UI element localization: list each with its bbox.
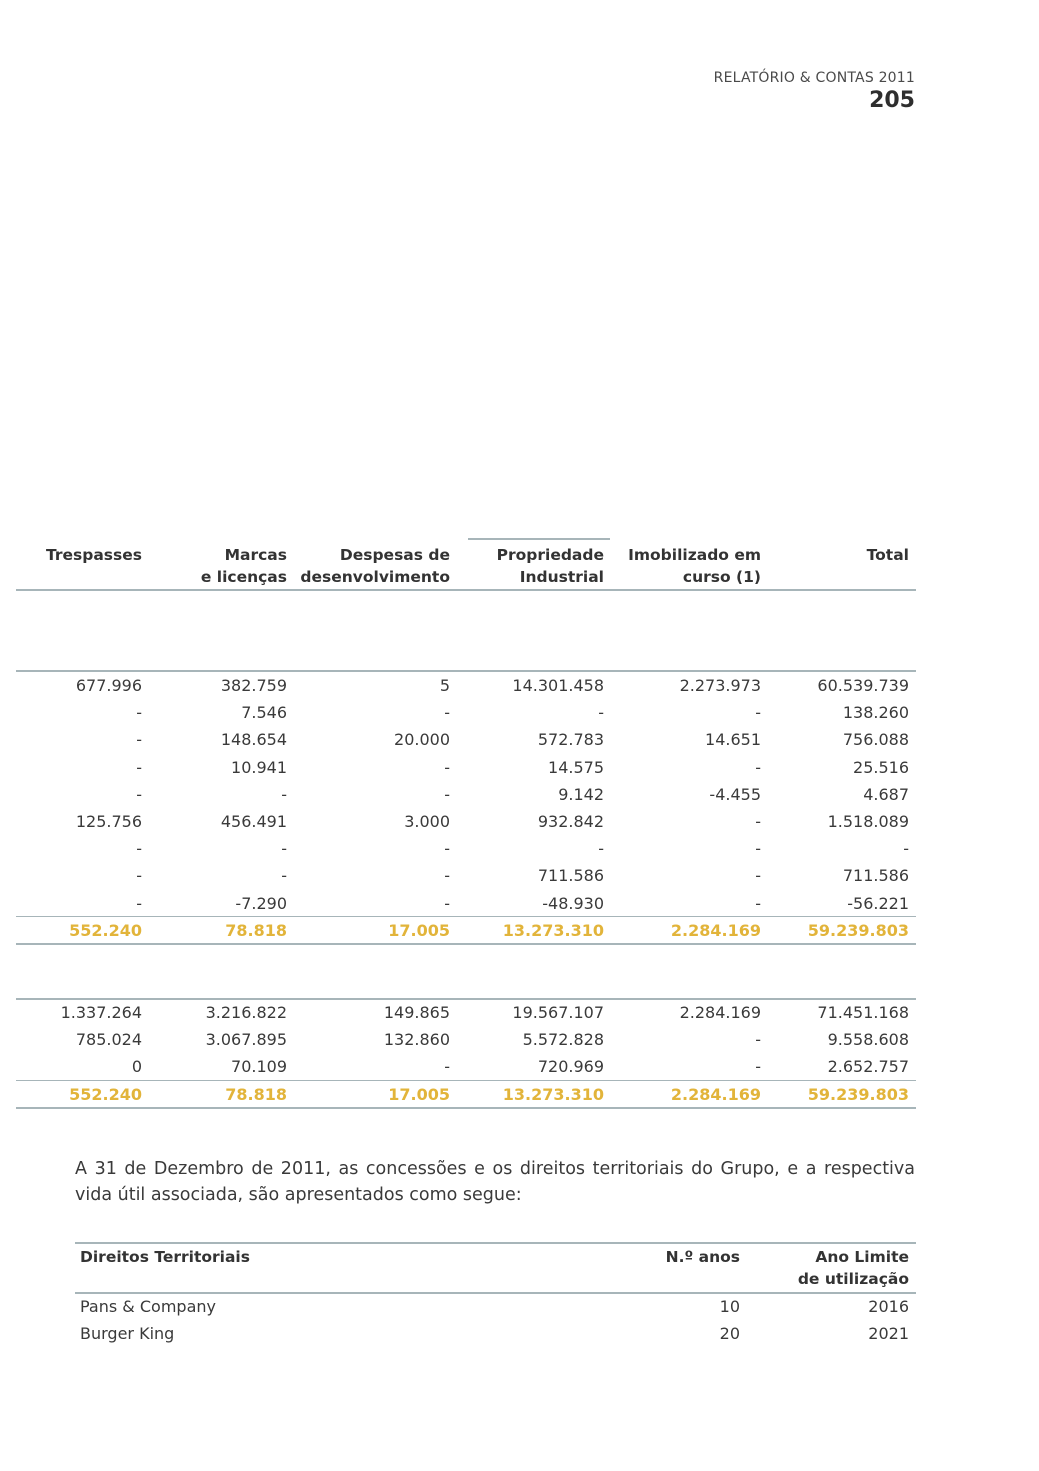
col-header-propriedade: Propriedade Industrial [496,546,604,586]
cell-total: 1.518.089 [827,812,909,831]
cell-despesas: 20.000 [394,730,450,750]
total-marcas: 78.818 [225,1085,287,1104]
cell-trespasses: - [136,730,142,750]
cell-trespasses: - [136,866,142,886]
cell-marcas: -7.290 [235,893,287,913]
cell-imobilizado: - [755,866,761,886]
cell-marcas: 10.941 [231,757,287,777]
total-row [16,917,916,944]
cell-propriedade: 5.572.828 [522,1030,604,1050]
territorial-row [75,1320,916,1347]
col-header-trespasses: Trespasses [46,546,142,564]
cell-despesas: - [444,893,450,913]
cell-total: -56.221 [847,893,909,913]
cell-total: - [903,839,909,859]
table-row [16,672,916,699]
cell-trespasses: - [136,703,142,723]
territorial-limit: 2016 [868,1297,909,1316]
col-header-imobilizado: Imobilizado em curso (1) [628,546,761,586]
header-bottom-rule [16,589,916,591]
cell-imobilizado: - [755,893,761,913]
total-trespasses: 552.240 [69,921,142,940]
table-column-headers [16,544,916,590]
cell-propriedade: 572.783 [537,730,604,750]
table-row [16,1026,916,1053]
cell-despesas: - [444,757,450,777]
cell-imobilizado: 2.273.973 [679,676,761,695]
cell-total: 9.558.608 [827,1030,909,1050]
cell-marcas: 70.109 [231,1057,287,1077]
cell-total: 71.451.168 [817,1003,909,1022]
total-row [16,1081,916,1108]
cell-imobilizado: - [755,1030,761,1050]
cell-despesas: - [444,866,450,886]
cell-marcas: 3.067.895 [205,1030,287,1050]
table-row [16,890,916,917]
table-row [16,754,916,781]
col-header-despesas: Despesas de desenvolvimento [300,546,450,586]
territorial-header-limit-line1: Ano Limite [815,1248,909,1266]
col-header-marcas: Marcas e licenças [200,546,287,586]
territorial-row [75,1293,916,1320]
territorial-years: 10 [719,1297,740,1316]
total-marcas: 78.818 [225,921,287,940]
cell-despesas: 3.000 [404,812,450,831]
cell-despesas: - [444,1057,450,1077]
total-total: 59.239.803 [807,1085,909,1104]
cell-marcas: 148.654 [220,730,287,750]
cell-imobilizado: - [755,1057,761,1077]
territorial-name: Pans & Company [80,1297,216,1316]
cell-trespasses: 125.756 [75,812,142,831]
cell-imobilizado: - [755,812,761,831]
section2-total-bottom-rule [16,1107,916,1109]
cell-marcas: - [281,866,287,886]
cell-propriedade: - [598,703,604,723]
cell-imobilizado: - [755,703,761,723]
cell-despesas: 5 [439,676,450,695]
cell-propriedade: 720.969 [537,1057,604,1077]
cell-imobilizado: -4.455 [709,784,761,804]
header-top-rule [468,538,610,540]
total-imobilizado: 2.284.169 [670,1085,761,1104]
report-title: RELATÓRIO & CONTAS 2011 [713,70,915,86]
cell-imobilizado: - [755,839,761,859]
section1-total-bottom-rule [16,943,916,945]
col-header-total: Total [866,546,909,564]
cell-marcas: 3.216.822 [205,1003,287,1022]
cell-marcas: - [281,839,287,859]
section2-total-top-rule [16,1080,916,1081]
table-row [16,999,916,1026]
cell-marcas: 7.546 [241,703,287,723]
total-despesas: 17.005 [388,1085,450,1104]
cell-imobilizado: - [755,757,761,777]
cell-total: 138.260 [842,703,909,723]
cell-despesas: - [444,703,450,723]
total-despesas: 17.005 [388,921,450,940]
total-imobilizado: 2.284.169 [670,921,761,940]
total-propriedade: 13.273.310 [502,921,604,940]
cell-despesas: 132.860 [383,1030,450,1050]
cell-total: 756.088 [842,730,909,750]
total-propriedade: 13.273.310 [502,1085,604,1104]
territorial-top-rule [75,1242,916,1244]
cell-total: 60.539.739 [817,676,909,695]
cell-despesas: 149.865 [383,1003,450,1022]
cell-trespasses: - [136,839,142,859]
territorial-header-name: Direitos Territoriais [80,1248,250,1266]
territorial-header-limit-line2: de utilização [797,1270,909,1288]
page-number: 205 [869,88,915,113]
cell-total: 4.687 [863,784,909,804]
table-row [16,835,916,862]
cell-propriedade: 14.301.458 [512,676,604,695]
cell-propriedade: -48.930 [542,893,604,913]
territorial-table-header [75,1246,916,1294]
cell-total: 25.516 [853,757,909,777]
cell-total: 711.586 [842,866,909,886]
cell-propriedade: 14.575 [548,757,604,777]
cell-trespasses: 785.024 [75,1030,142,1050]
cell-despesas: - [444,784,450,804]
cell-trespasses: - [136,757,142,777]
territorial-header-years: N.º anos [665,1248,740,1266]
territorial-header-limit [798,1246,909,1290]
body-paragraph: A 31 de Dezembro de 2011, as concessões e os direitos territoriais do Grupo, e a respectiva vida útil associada, são apresentados como segue: [75,1159,915,1205]
cell-imobilizado: 14.651 [705,730,761,750]
cell-imobilizado: 2.284.169 [679,1003,761,1022]
table-row [16,726,916,753]
cell-propriedade: 9.142 [558,784,604,804]
cell-despesas: - [444,839,450,859]
territorial-years: 20 [719,1324,740,1343]
territorial-name: Burger King [80,1324,175,1343]
cell-propriedade: 19.567.107 [512,1003,604,1022]
cell-trespasses: - [136,784,142,804]
table-row [16,808,916,835]
cell-trespasses: - [136,893,142,913]
total-total: 59.239.803 [807,921,909,940]
cell-marcas: - [281,784,287,804]
table-row [16,781,916,808]
cell-propriedade: 932.842 [537,812,604,831]
cell-trespasses: 1.337.264 [60,1003,142,1022]
cell-propriedade: - [598,839,604,859]
cell-marcas: 456.491 [220,812,287,831]
territorial-limit: 2021 [868,1324,909,1343]
cell-trespasses: 0 [131,1057,142,1077]
total-trespasses: 552.240 [69,1085,142,1104]
cell-total: 2.652.757 [827,1057,909,1077]
table-row [16,699,916,726]
section1-total-top-rule [16,916,916,917]
cell-trespasses: 677.996 [75,676,142,695]
table-row [16,862,916,889]
cell-propriedade: 711.586 [537,866,604,886]
page-header [714,70,915,113]
table-row [16,1053,916,1080]
cell-marcas: 382.759 [220,676,287,695]
